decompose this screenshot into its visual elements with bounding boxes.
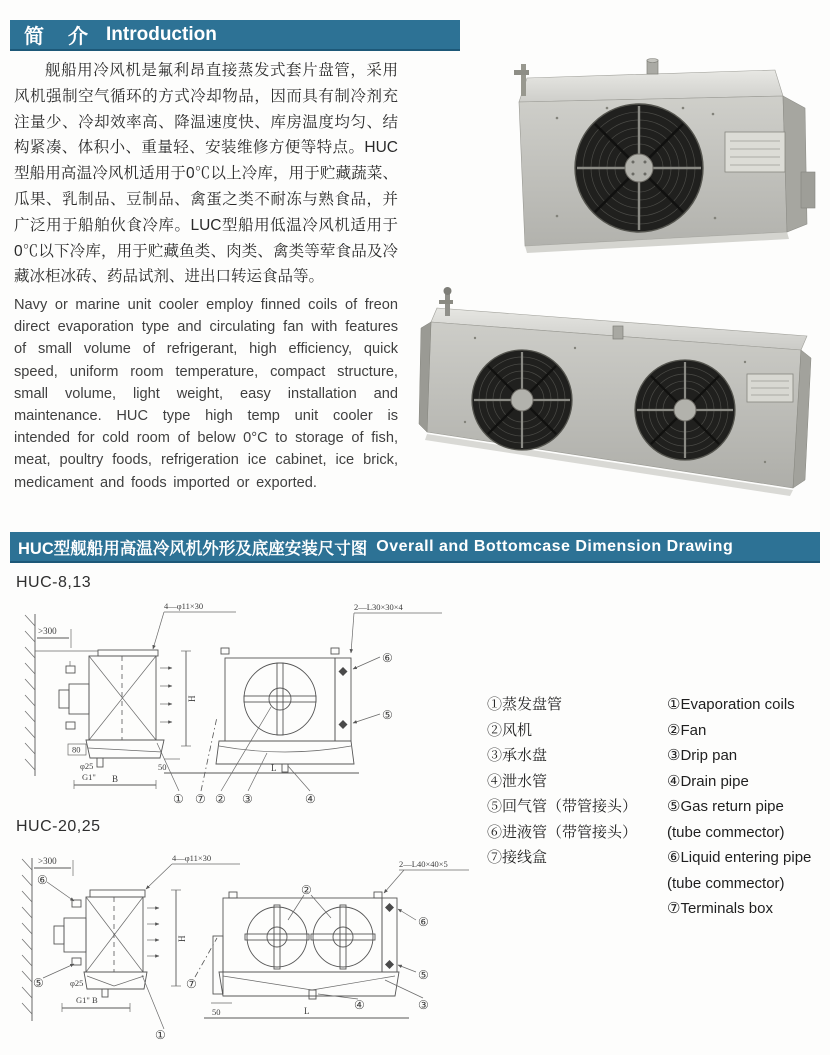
callout-5: ⑤ (418, 968, 429, 982)
dim-angle-steel: 2—L30×30×4 (354, 602, 403, 612)
callout-1: ① (173, 792, 184, 806)
parts-legend (487, 692, 830, 922)
model-label-huc-20-25: HUC-20,25 (16, 818, 101, 835)
callout-4: ④ (354, 998, 365, 1012)
parts-legend-chinese (487, 692, 657, 922)
legend-item-zh-4: ④泄水管 (487, 772, 548, 790)
callout-6: ⑥ (382, 651, 393, 665)
legend-item-en-5: ⑤Gas return pipe (667, 798, 784, 815)
photo-double-fan-unit-cooler (415, 282, 820, 522)
dim-50: 50 (158, 762, 167, 772)
callout-5-side: ⑤ (33, 976, 44, 990)
dim-wall-clearance: >300 (38, 626, 57, 636)
legend-item-zh-3: ③承水盘 (487, 747, 548, 764)
dim-angle-steel: 2—L40×40×5 (399, 859, 448, 869)
model-label-huc-8-13: HUC-8,13 (16, 574, 92, 591)
fan-grille-left (472, 350, 572, 450)
callout-4: ④ (305, 792, 316, 806)
callout-3: ③ (242, 792, 253, 806)
dim-drain-thread-b: G1" B (76, 995, 98, 1005)
legend-item-zh-1: ①蒸发盘管 (487, 696, 563, 713)
legend-item-en-2: ②Fan (667, 721, 707, 739)
dim-drain-diameter: φ25 (70, 978, 84, 988)
callout-2: ② (301, 883, 312, 897)
callout-2: ② (215, 792, 226, 806)
legend-item-en-4: ④Drain pipe (667, 772, 749, 790)
legend-item-zh-7: ⑦接线盒 (487, 849, 548, 866)
dim-wall-clearance: >300 (38, 856, 57, 866)
double-fan-unit-illustration (415, 282, 820, 522)
dimension-title-chinese: HUC型舰船用高温冷风机外形及底座安装尺寸图 (18, 539, 368, 558)
dimension-title-english: Overall and Bottomcase Dimension Drawing (376, 537, 734, 555)
fan-grille-right (635, 360, 735, 460)
dimension-drawing-huc-20-25 (14, 846, 474, 1052)
wall-section (25, 614, 98, 776)
legend-item-en-6b: (tube commector) (667, 874, 785, 892)
intro-section-header (10, 20, 460, 51)
callout-7: ⑦ (195, 792, 206, 806)
parts-legend-english (667, 692, 830, 922)
legend-item-zh-6: ⑥进液管（带管接头） (487, 823, 638, 841)
side-view-dimensions (68, 601, 236, 789)
dimension-section-header (10, 532, 820, 563)
dim-drain-thread: G1" (82, 772, 96, 782)
callout-6-side: ⑥ (37, 873, 48, 887)
dim-80: 80 (72, 744, 81, 755)
callout-5: ⑤ (382, 708, 393, 722)
dim-length-l: L (271, 763, 277, 773)
dimension-drawing-huc-8-13 (14, 596, 469, 828)
callout-1: ① (155, 1028, 166, 1042)
dim-width-b: B (112, 774, 119, 784)
legend-item-en-6: ⑥Liquid entering pipe (667, 849, 812, 866)
callout-3: ③ (418, 998, 429, 1012)
legend-item-zh-2: ②风机 (487, 721, 533, 739)
intro-paragraph-chinese: 舰船用冷风机是氟利昂直接蒸发式套片盘管，采用风机强制空气循环的方式冷却物品，因而具有制冷剂充注量少、冷却效率高、降温速度快、库房温度均匀、结构紧凑、体积小、重量轻、安装维修方便等特点。HUC型船用高温冷风机适用于0℃以上冷库，用于贮藏蔬菜、瓜果、乳制品、豆制品、禽蛋之类不耐冻与熟食品，并广泛用于船舶伙食冷库。LUC型船用低温冷风机适用于0℃以下冷库，用于贮藏鱼类、肉类、禽类等荤食品及冷藏冰柜冰砖、药品试剂、进出口转运食品等。 (14, 62, 398, 286)
callout-markers (157, 651, 393, 806)
dim-bolt-holes: 4—φ11×30 (172, 853, 212, 863)
dim-bolt-holes: 4—φ11×30 (164, 601, 204, 611)
dim-height-h: H (187, 695, 197, 702)
intro-title-english: Introduction (106, 23, 217, 45)
fan-grille (575, 104, 703, 232)
intro-title-chinese: 简 介 (24, 26, 90, 48)
front-view-unit (158, 602, 442, 773)
single-fan-unit-illustration (487, 56, 817, 266)
legend-item-en-3: ③Drip pan (667, 747, 738, 764)
intro-paragraph-english: Navy or marine unit cooler employ finned coils of freon direct evaporation type and circulating fan with features of small volume of refrigerant, high efficiency, quick speed, uniform room temperature, compact structure, small volume, light weight, easy installation and maintenance. HUC type high temp unit cooler is intended for cold room of below 0°C to storage of fish, meat, poultry foods, refrigeration ice cabinet, ice brick, medicament and foods imported or exported. (14, 297, 398, 491)
callout-7: ⑦ (186, 977, 197, 991)
legend-item-zh-5: ⑤回气管（带管接头） (487, 798, 638, 815)
dim-length-l: L (304, 1006, 310, 1016)
legend-item-en-5b: (tube commector) (667, 823, 785, 841)
legend-item-en-1: ①Evaporation coils (667, 696, 795, 713)
photo-single-fan-unit-cooler (487, 56, 817, 266)
callout-6: ⑥ (418, 915, 429, 929)
nameplate (747, 374, 793, 402)
legend-item-en-7: ⑦Terminals box (667, 900, 773, 917)
dim-50: 50 (212, 1007, 221, 1017)
dim-height-h: H (177, 935, 187, 942)
front-view-unit (204, 859, 469, 1018)
dim-drain-diameter: φ25 (80, 761, 94, 771)
nameplate (725, 132, 785, 172)
